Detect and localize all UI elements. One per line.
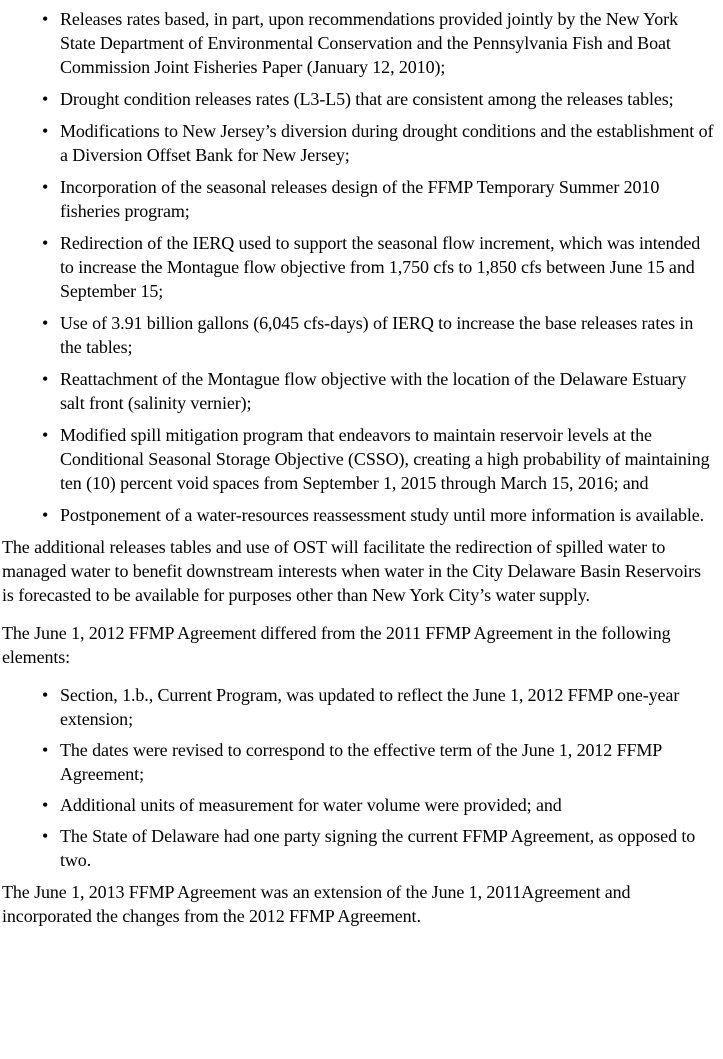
list-item-text: The dates were revised to correspond to the effective term of the June 1, 2012 FFMP Agreement; <box>60 740 662 784</box>
list-item-text: Releases rates based, in part, upon recommendations provided jointly by the New York State Department of Environmental Conservation and the Pennsylvania Fish and Boat Commission Joint Fisheries Paper (January 12, 2010); <box>60 9 678 77</box>
bullet-icon: • <box>42 826 49 846</box>
bullet-icon: • <box>42 425 49 445</box>
list-item-text: Postponement of a water-resources reassessment study until more information is available. <box>60 505 705 525</box>
list-item <box>2 7 715 79</box>
list-item <box>2 793 715 817</box>
list-item <box>2 311 715 359</box>
bullet-icon: • <box>42 685 49 705</box>
bullet-icon: • <box>42 9 49 29</box>
bullet-icon: • <box>42 795 49 815</box>
bullet-icon: • <box>42 313 49 333</box>
list-item-text: Incorporation of the seasonal releases design of the FFMP Temporary Summer 2010 fisheries program; <box>60 177 660 221</box>
bullet-list-2 <box>2 683 715 872</box>
bullet-icon: • <box>42 121 49 141</box>
bullet-icon: • <box>42 740 49 760</box>
list-item-text: Reattachment of the Montague flow objective with the location of the Delaware Estuary salt front (salinity vernier); <box>60 369 687 413</box>
bullet-icon: • <box>42 177 49 197</box>
bullet-icon: • <box>42 89 49 109</box>
bullet-list-1 <box>2 7 715 527</box>
list-item <box>2 175 715 223</box>
list-item <box>2 683 715 731</box>
list-item-text: Additional units of measurement for water volume were provided; and <box>60 795 562 815</box>
list-item-text: Section, 1.b., Current Program, was updated to reflect the June 1, 2012 FFMP one-year extension; <box>60 685 680 729</box>
list-item <box>2 503 715 527</box>
list-item-text: Modified spill mitigation program that endeavors to maintain reservoir levels at the Conditional Seasonal Storage Objective (CSSO), creating a high probability of maintaining ten (10) percent void spaces from September 1, 2015 through March 15, 2016; and <box>60 425 710 493</box>
bullet-icon: • <box>42 505 49 525</box>
list-item <box>2 423 715 495</box>
list-item-text: Redirection of the IERQ used to support the seasonal flow increment, which was intended to increase the Montague flow objective from 1,750 cfs to 1,850 cfs between June 15 and September 15; <box>60 233 701 301</box>
list-item-text: Modifications to New Jersey’s diversion during drought conditions and the establishment of a Diversion Offset Bank for New Jersey; <box>60 121 714 165</box>
list-item-text: Use of 3.91 billion gallons (6,045 cfs-days) of IERQ to increase the base releases rates in the tables; <box>60 313 694 357</box>
list-item-text: Drought condition releases rates (L3-L5) that are consistent among the releases tables; <box>60 89 674 109</box>
bullet-icon: • <box>42 369 49 389</box>
list-item <box>2 824 715 872</box>
paragraph-additional-releases: The additional releases tables and use of OST will facilitate the redirection of spilled water to managed water to benefit downstream interests when water in the City Delaware Basin Reservoirs is forecasted to be available for purposes other than New York City’s water supply. <box>2 537 701 605</box>
bullet-icon: • <box>42 233 49 253</box>
list-item <box>2 87 715 111</box>
list-item-text: The State of Delaware had one party signing the current FFMP Agreement, as opposed to two. <box>60 826 696 870</box>
list-item <box>2 119 715 167</box>
paragraph-2013-agreement: The June 1, 2013 FFMP Agreement was an extension of the June 1, 2011Agreement and incorporated the changes from the 2012 FFMP Agreement. <box>2 882 631 926</box>
list-item <box>2 367 715 415</box>
list-item <box>2 738 715 786</box>
list-item <box>2 231 715 303</box>
paragraph-2012-agreement-intro: The June 1, 2012 FFMP Agreement differed from the 2011 FFMP Agreement in the following elements: <box>2 623 671 667</box>
